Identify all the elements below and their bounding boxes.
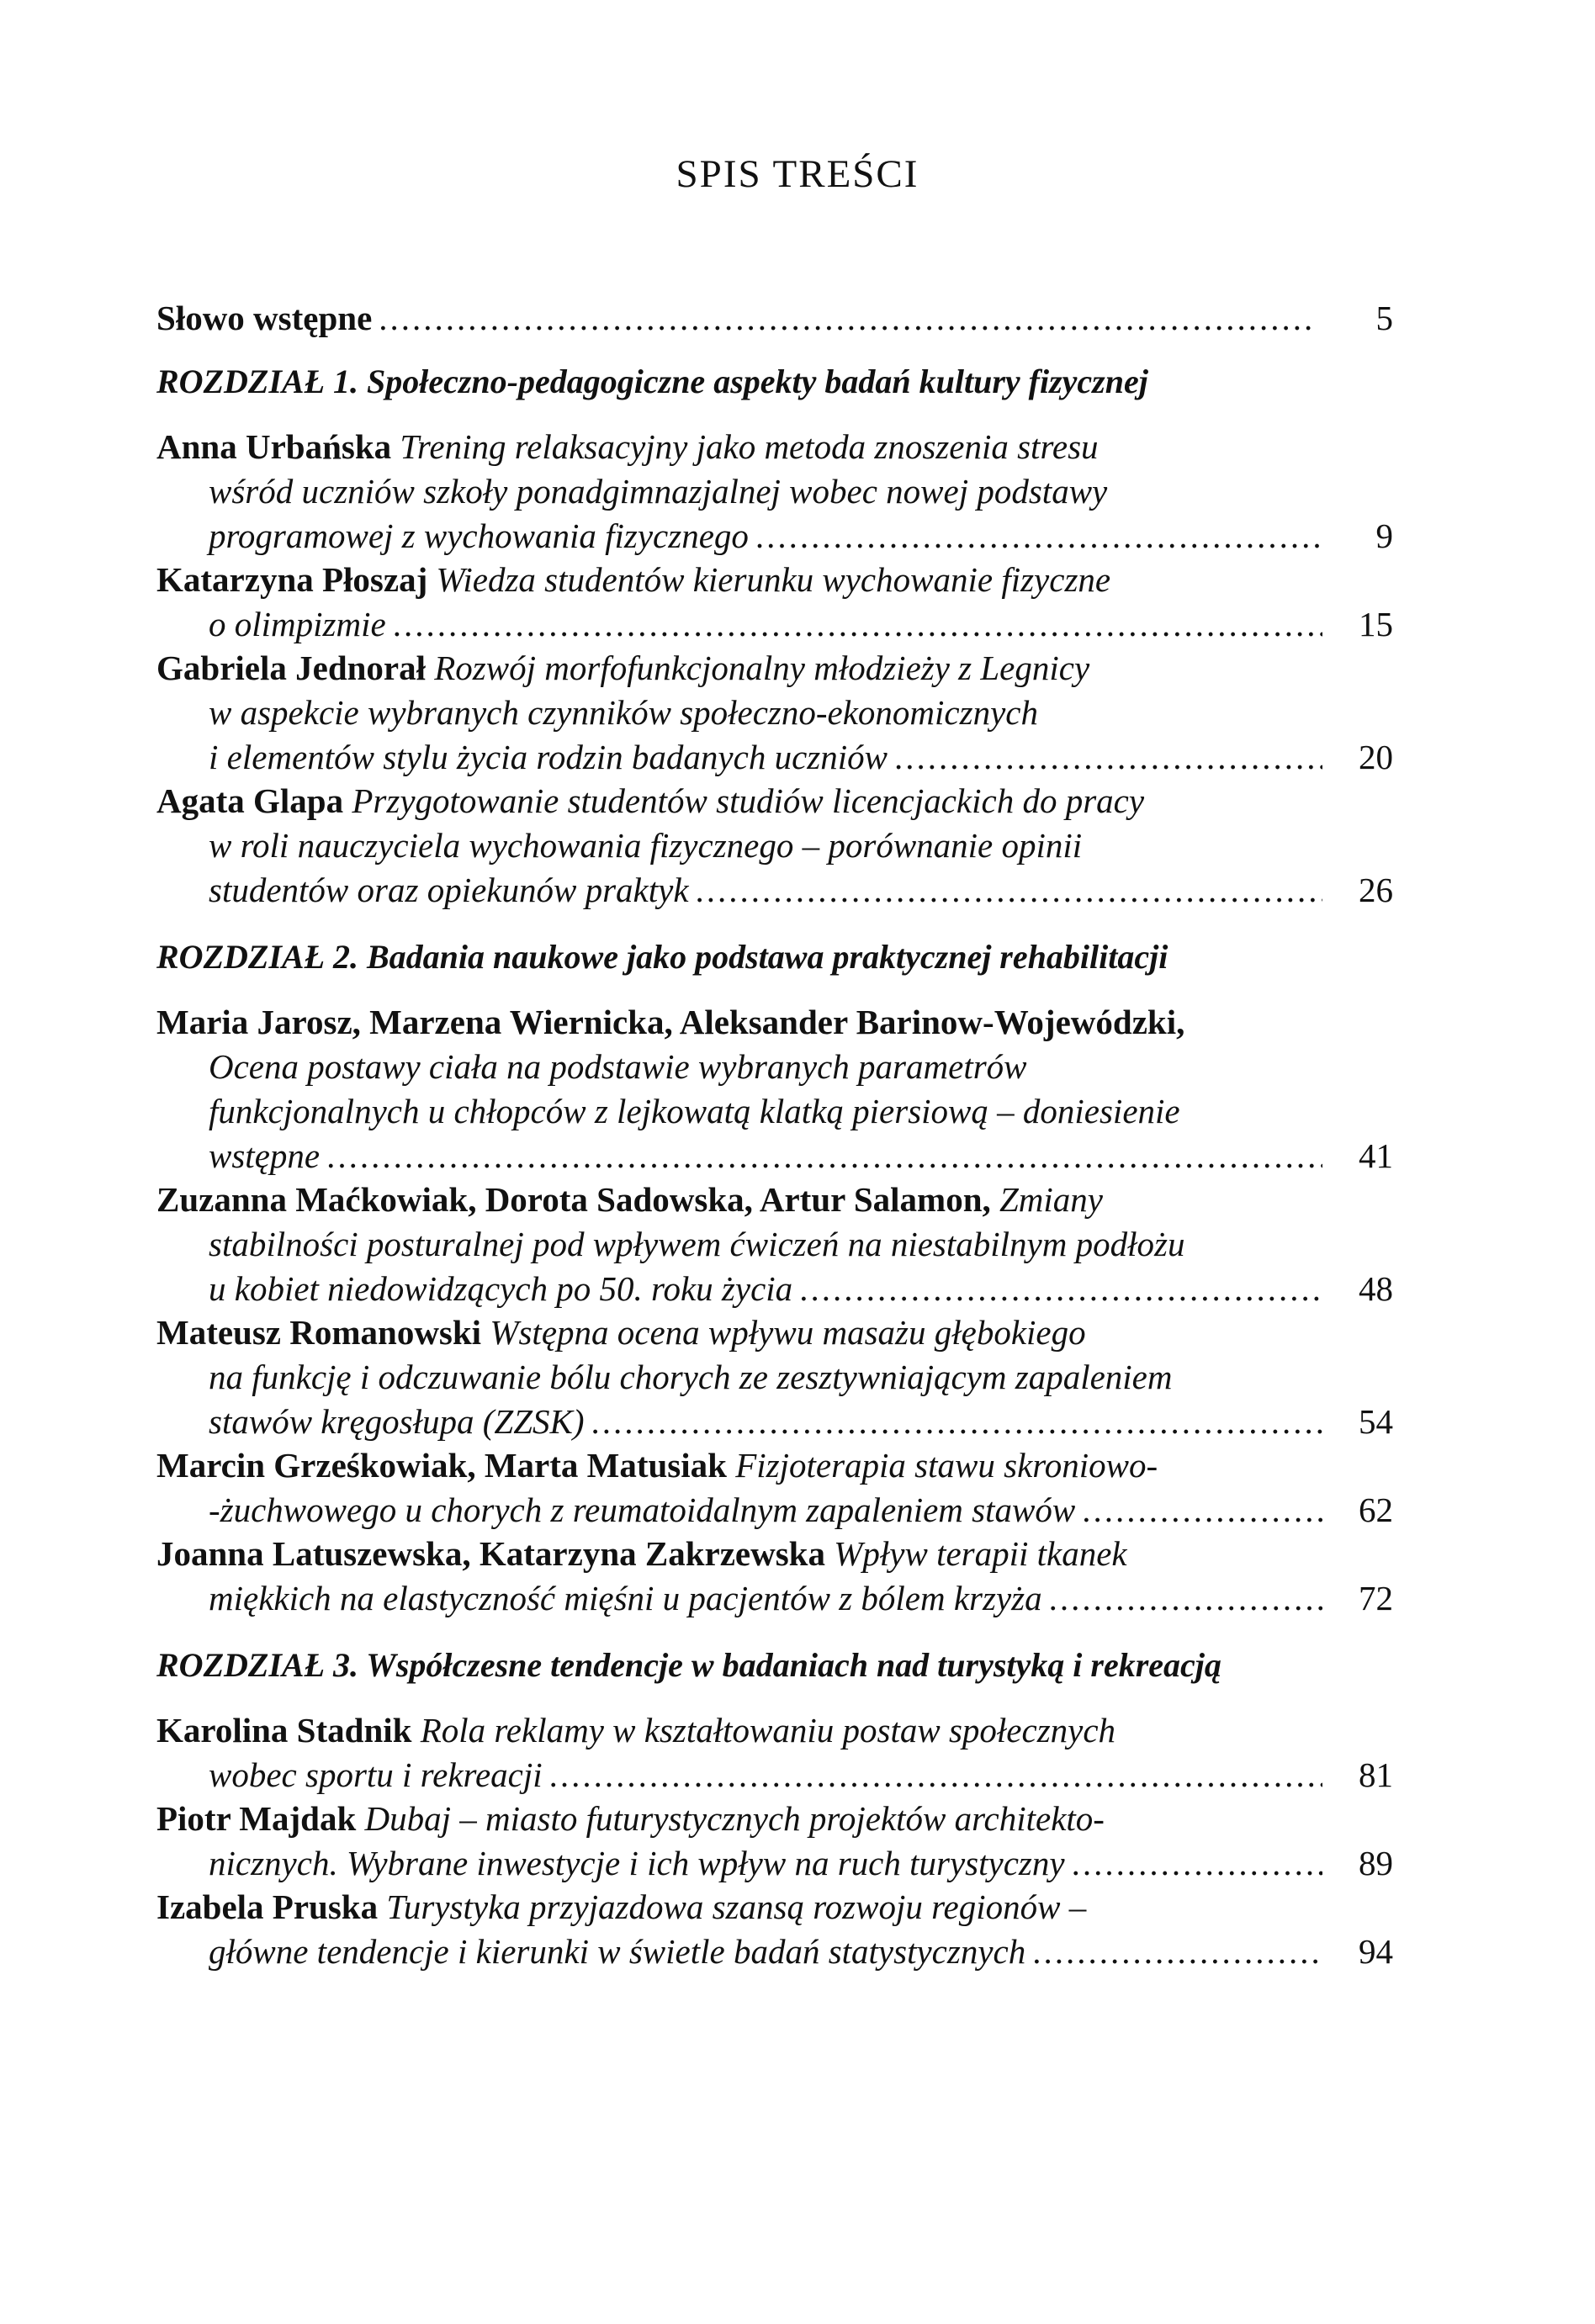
toc-line bbox=[209, 1577, 1322, 1620]
toc-line bbox=[209, 1489, 1322, 1532]
toc-line bbox=[209, 1268, 1322, 1310]
leader-dots bbox=[326, 1135, 1322, 1178]
toc-line bbox=[209, 1930, 1322, 1973]
page-number: 62 bbox=[1359, 1490, 1393, 1529]
entry-title-line: programowej z wychowania fizycznego bbox=[209, 516, 749, 555]
entry-title-line: wśród uczniów szkoły ponadgimnazjalnej wobec nowej podstawy bbox=[209, 472, 1108, 511]
toc-intro bbox=[156, 297, 1312, 340]
page-number: 20 bbox=[1359, 738, 1393, 776]
toc-line bbox=[209, 869, 1322, 912]
leader-dots bbox=[755, 515, 1322, 558]
leader-dots bbox=[799, 1268, 1322, 1310]
page-number: 41 bbox=[1359, 1136, 1393, 1175]
toc-line bbox=[209, 515, 1322, 558]
entry-title-line: w roli nauczyciela wychowania fizycznego – porównanie opinii bbox=[209, 826, 1083, 865]
page-number: 89 bbox=[1359, 1844, 1393, 1882]
entry-author: Karolina Stadnik bbox=[156, 1711, 412, 1750]
toc-entry bbox=[156, 647, 1089, 690]
toc-entry bbox=[156, 1001, 1184, 1044]
toc-entry bbox=[156, 1444, 1158, 1487]
leader-dots bbox=[1032, 1930, 1322, 1973]
page-number: 72 bbox=[1359, 1579, 1393, 1617]
entry-title-line: u kobiet niedowidzących po 50. roku życia bbox=[209, 1269, 793, 1308]
toc-entry bbox=[156, 426, 1099, 469]
entry-author: Anna Urbańska bbox=[156, 427, 392, 466]
entry-title-line: o olimpizmie bbox=[209, 605, 386, 643]
entry-title-line: na funkcję i odczuwanie bólu chorych ze zesztywniającym zapaleniem bbox=[209, 1358, 1173, 1396]
toc-line bbox=[209, 603, 1322, 646]
entry-title-line: wstępne bbox=[209, 1136, 321, 1175]
leader-dots bbox=[379, 297, 1312, 340]
entry-title: Rozwój morfofunkcjonalny młodzieży z Legnicy bbox=[434, 648, 1090, 687]
page-number: 48 bbox=[1359, 1269, 1393, 1308]
entry-title-line: główne tendencje i kierunki w świetle badań statystycznych bbox=[209, 1932, 1026, 1971]
page-number: 54 bbox=[1359, 1402, 1393, 1441]
entry-title: Wstępna ocena wpływu masażu głębokiego bbox=[490, 1313, 1086, 1352]
leader-dots bbox=[549, 1754, 1322, 1797]
entry-author: Katarzyna Płoszaj bbox=[156, 560, 428, 599]
page-number: 5 bbox=[1375, 299, 1393, 337]
entry-title-line: stabilności posturalnej pod wpływem ćwiczeń na niestabilnym podłożu bbox=[209, 1225, 1185, 1263]
entry-title: Rola reklamy w kształtowaniu postaw społecznych bbox=[420, 1711, 1116, 1750]
entry-title-line: Ocena postawy ciała na podstawie wybranych parametrów bbox=[209, 1047, 1027, 1086]
page-number: 15 bbox=[1359, 605, 1393, 643]
leader-dots bbox=[696, 869, 1322, 912]
entry-title-line: funkcjonalnych u chłopców z lejkowatą klatką piersiową – doniesienie bbox=[209, 1092, 1180, 1130]
toc-line bbox=[209, 1400, 1322, 1443]
entry-title: Przygotowanie studentów studiów licencjackich do pracy bbox=[352, 781, 1145, 820]
toc-entry bbox=[156, 1886, 1086, 1929]
page-number: 81 bbox=[1359, 1755, 1393, 1794]
entry-author: Piotr Majdak bbox=[156, 1799, 357, 1838]
entry-title-line: stawów kręgosłupa (ZZSK) bbox=[209, 1402, 585, 1441]
entry-title: Dubaj – miasto futurystycznych projektów architekto- bbox=[364, 1799, 1105, 1838]
toc-entry bbox=[156, 559, 1110, 601]
leader-dots bbox=[393, 603, 1322, 646]
toc-entry bbox=[156, 1533, 1127, 1575]
page-number: 26 bbox=[1359, 871, 1393, 909]
leader-dots bbox=[1082, 1489, 1322, 1532]
entry-title: Turystyka przyjazdowa szansą rozwoju regionów – bbox=[386, 1887, 1087, 1926]
entry-title-line: wobec sportu i rekreacji bbox=[209, 1755, 543, 1794]
entry-title-line: studentów oraz opiekunów praktyk bbox=[209, 871, 689, 909]
toc-entry bbox=[156, 1178, 1103, 1221]
entry-author: Zuzanna Maćkowiak, Dorota Sadowska, Artur Salamon, bbox=[156, 1180, 991, 1219]
entry-title-line: i elementów stylu życia rodzin badanych uczniów bbox=[209, 738, 888, 776]
entry-author: Agata Glapa bbox=[156, 781, 344, 820]
entry-author: Izabela Pruska bbox=[156, 1887, 379, 1926]
entry-author: Maria Jarosz, Marzena Wiernicka, Aleksander Barinow-Wojewódzki, bbox=[156, 1003, 1185, 1041]
entry-author: Marcin Grześkowiak, Marta Matusiak bbox=[156, 1446, 727, 1485]
entry-title-line: w aspekcie wybranych czynników społeczno-ekonomicznych bbox=[209, 693, 1038, 732]
entry-author: Mateusz Romanowski bbox=[156, 1313, 482, 1352]
toc-entry bbox=[156, 1311, 1086, 1354]
entry-title: Fizjoterapia stawu skroniowo- bbox=[735, 1446, 1158, 1485]
entry-title: Zmiany bbox=[999, 1180, 1103, 1219]
entry-title-line: miękkich na elastyczność mięśni u pacjentów z bólem krzyża bbox=[209, 1579, 1042, 1617]
toc-line bbox=[209, 1842, 1322, 1885]
toc-entry bbox=[156, 1709, 1115, 1752]
leader-dots bbox=[1049, 1577, 1322, 1620]
toc-entry bbox=[156, 1797, 1105, 1840]
entry-title-line: nicznych. Wybrane inwestycje i ich wpływ na ruch turystyczny bbox=[209, 1844, 1065, 1882]
page-number: 94 bbox=[1359, 1932, 1393, 1971]
entry-author: Gabriela Jednorał bbox=[156, 648, 427, 687]
toc-line bbox=[209, 1754, 1322, 1797]
toc-line bbox=[209, 736, 1322, 779]
entry-title: Wpływ terapii tkanek bbox=[834, 1534, 1127, 1573]
page-number: 9 bbox=[1375, 516, 1393, 555]
page-title: SPIS TREŚCI bbox=[676, 152, 919, 196]
entry-title: Trening relaksacyjny jako metoda znoszenia stresu bbox=[400, 427, 1099, 466]
intro-label: Słowo wstępne bbox=[156, 299, 373, 337]
toc-line bbox=[209, 1135, 1322, 1178]
leader-dots bbox=[894, 736, 1322, 779]
chapter-heading: ROZDZIAŁ 2. Badania naukowe jako podstawa praktycznej rehabilitacji bbox=[156, 938, 1168, 976]
leader-dots bbox=[1072, 1842, 1322, 1885]
entry-title-line: -żuchwowego u chorych z reumatoidalnym zapaleniem stawów bbox=[209, 1490, 1076, 1529]
entry-title: Wiedza studentów kierunku wychowanie fizyczne bbox=[436, 560, 1111, 599]
entry-author: Joanna Latuszewska, Katarzyna Zakrzewska bbox=[156, 1534, 825, 1573]
toc-entry bbox=[156, 780, 1144, 823]
leader-dots bbox=[591, 1400, 1323, 1443]
chapter-heading: ROZDZIAŁ 3. Współczesne tendencje w badaniach nad turystyką i rekreacją bbox=[156, 1646, 1221, 1684]
chapter-heading: ROZDZIAŁ 1. Społeczno-pedagogiczne aspekty badań kultury fizycznej bbox=[156, 363, 1148, 400]
